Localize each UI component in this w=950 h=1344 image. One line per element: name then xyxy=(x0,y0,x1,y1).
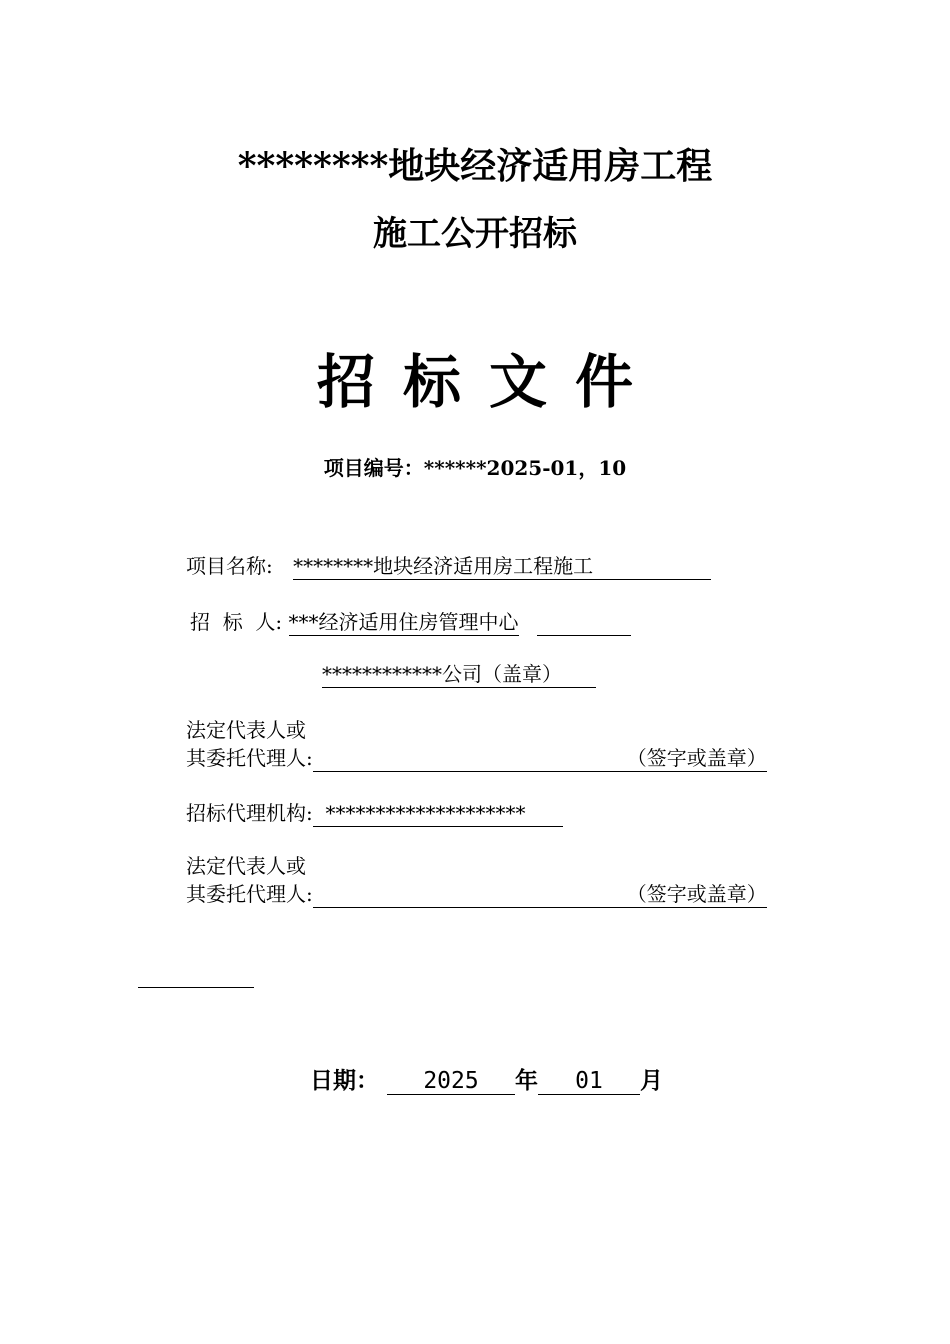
date-year: 2025 xyxy=(387,1068,515,1095)
legal-rep2-label-line1: 法定代表人或 xyxy=(186,854,306,878)
agency-label: 招标代理机构: xyxy=(186,801,313,825)
date-row xyxy=(310,1062,663,1095)
legal-rep-row xyxy=(186,742,767,772)
legal-rep-label-line2: 其委托代理人: xyxy=(186,746,313,770)
date-month: 01 xyxy=(538,1068,640,1095)
tenderer-row xyxy=(190,606,631,636)
agency-value: ******************** xyxy=(313,800,563,827)
tenderer-label: 招 标 人: xyxy=(190,610,283,634)
company-row xyxy=(322,661,596,688)
legal-rep2-signature-field: （签字或盖章） xyxy=(313,881,767,908)
legal-rep2-row xyxy=(186,878,767,908)
project-name-label: 项目名称: xyxy=(186,554,273,578)
legal-rep-label-line1: 法定代表人或 xyxy=(186,718,306,742)
tenderer-value: ***经济适用住房管理中心 xyxy=(288,610,519,634)
project-name-value: ********地块经济适用房工程施工 xyxy=(293,553,711,580)
legal-rep-signature-field: （签字或盖章） xyxy=(313,745,767,772)
legal-rep2-label-line2: 其委托代理人: xyxy=(186,882,313,906)
date-label: 日期： xyxy=(310,1067,379,1094)
divider-line xyxy=(138,987,254,988)
agency-row xyxy=(186,797,563,827)
cover-title-line1: ********地块经济适用房工程 xyxy=(237,145,713,187)
project-number: 项目编号：******2025-01，10 xyxy=(323,456,627,480)
date-month-unit: 月 xyxy=(640,1067,664,1094)
project-name-row xyxy=(186,550,711,580)
tenderer-blank-line xyxy=(537,609,631,636)
date-year-unit: 年 xyxy=(515,1067,539,1094)
cover-title-line2: 施工公开招标 xyxy=(373,214,577,254)
company-value: ************公司（盖章） xyxy=(322,661,596,688)
document-title: 招标文件 xyxy=(316,348,661,416)
